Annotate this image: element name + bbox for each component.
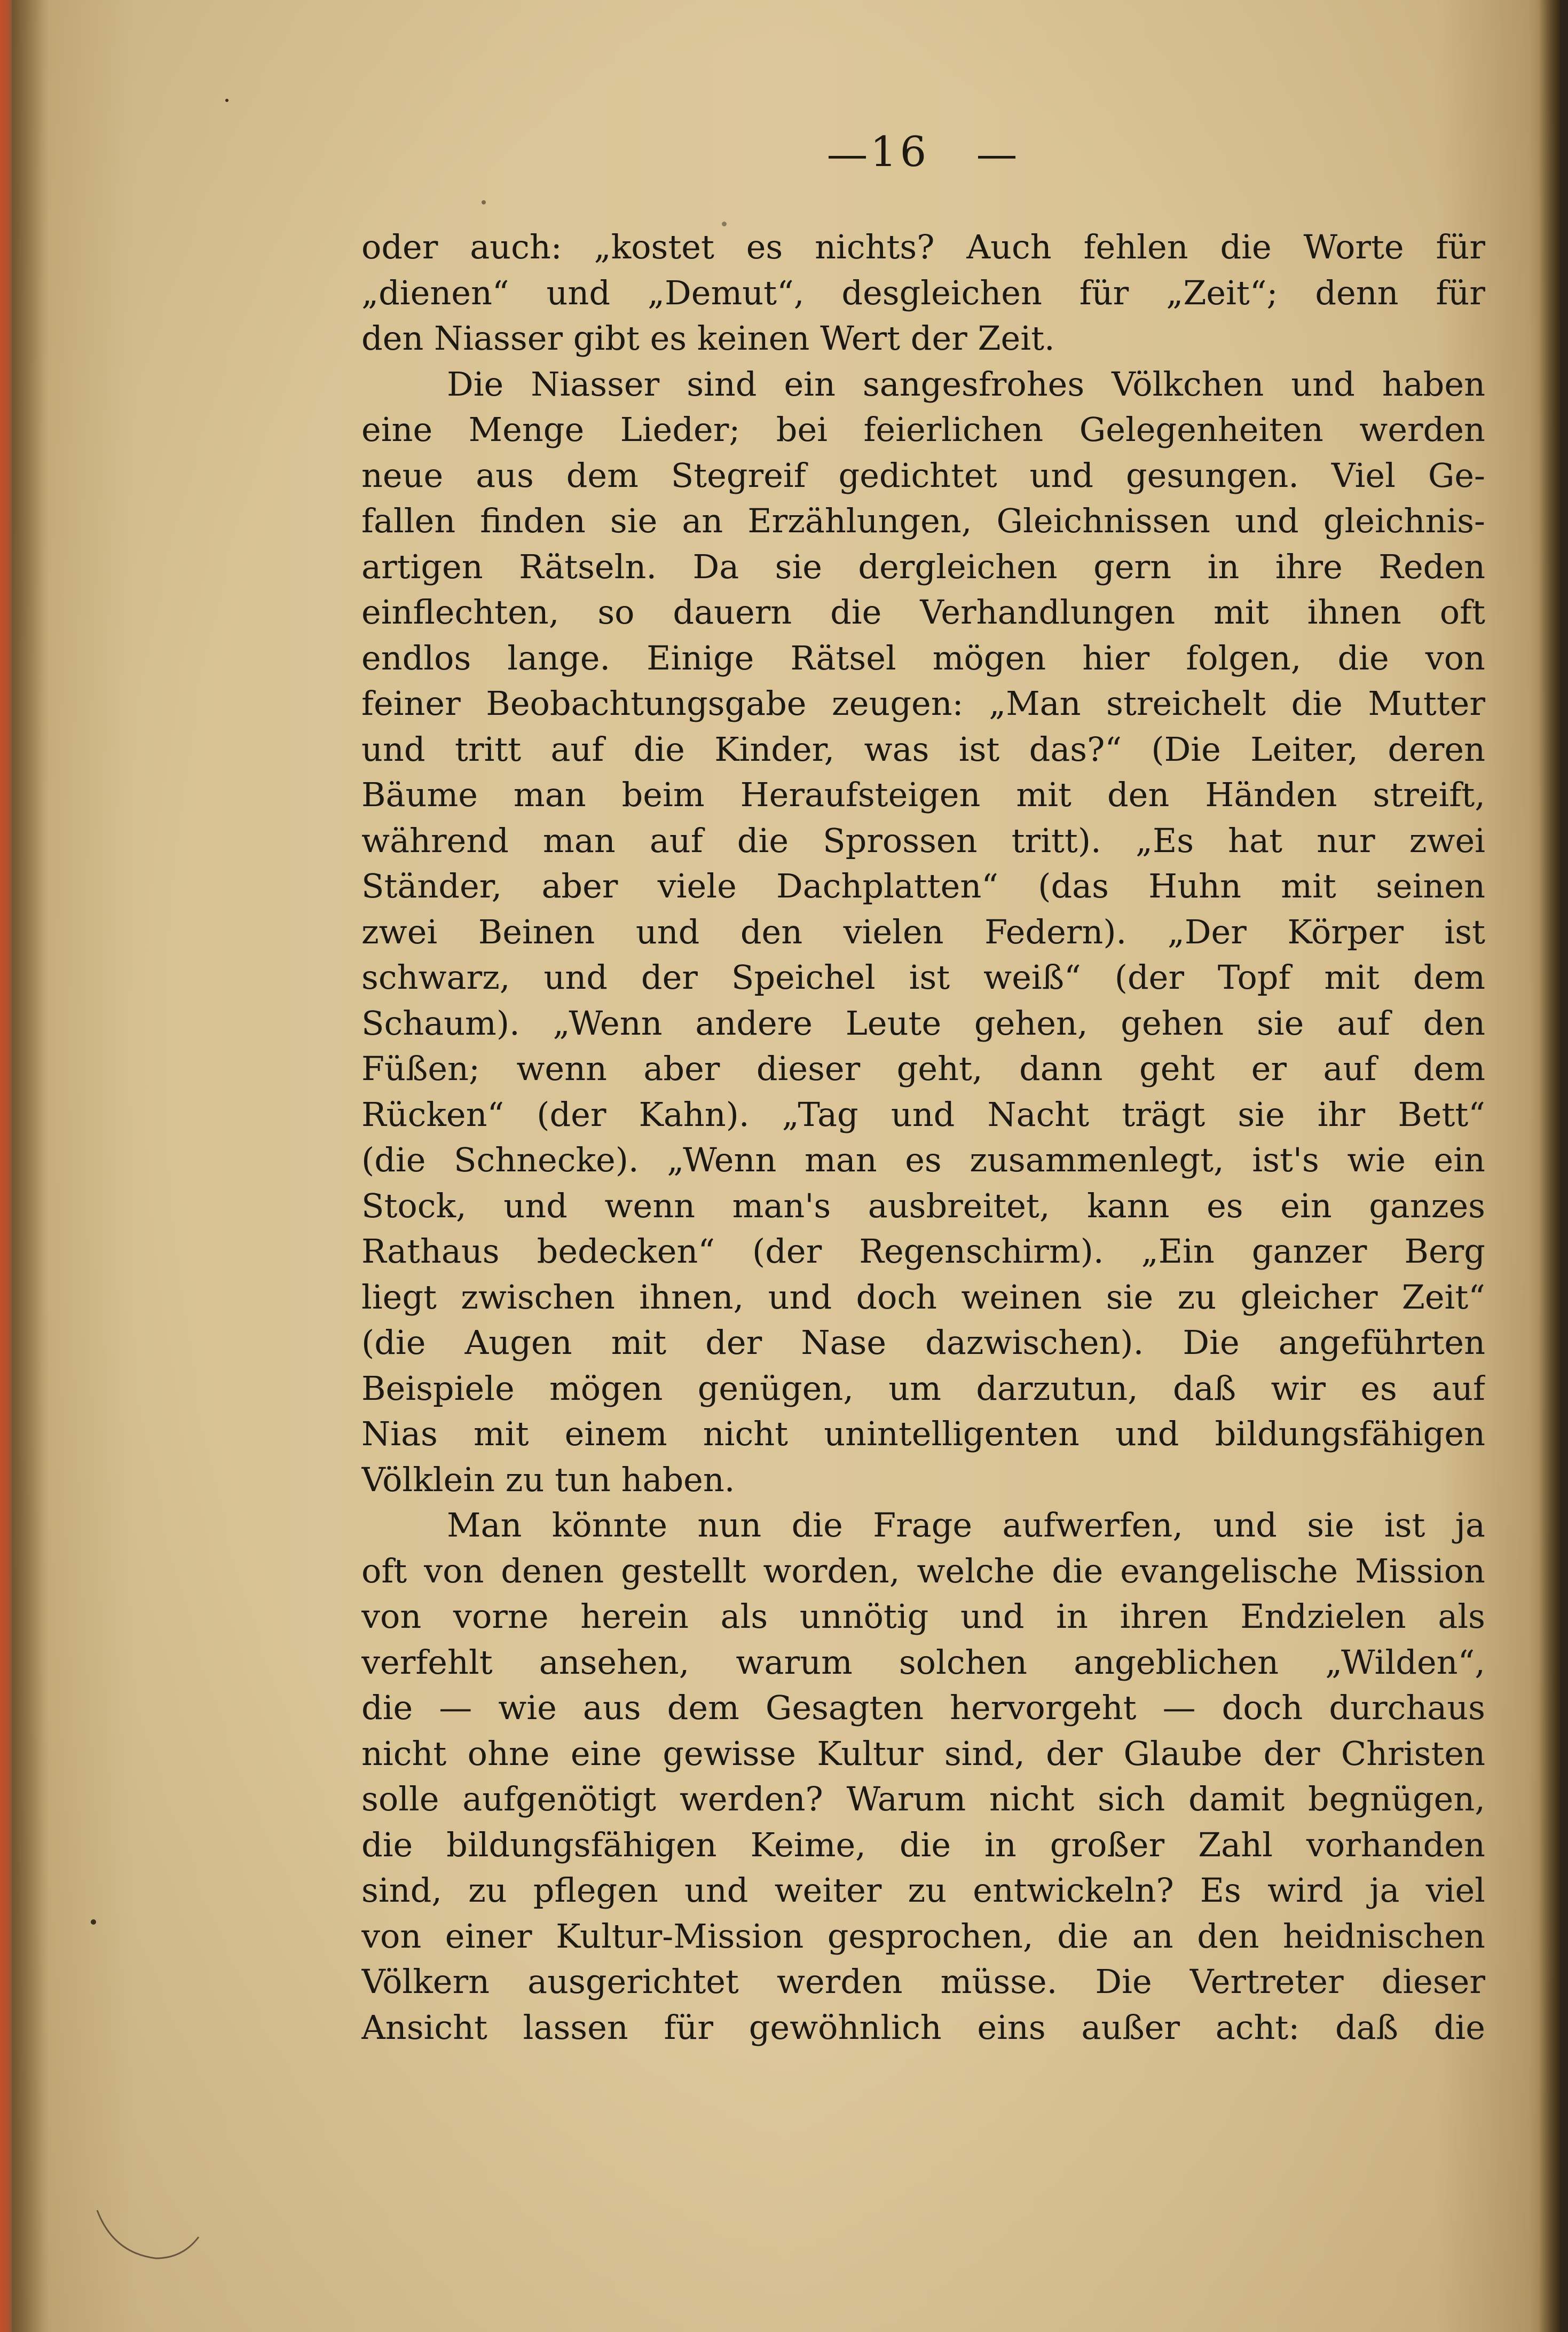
header-dash-right [978,156,1015,159]
text-line: oft von denen gestellt worden, welche die evangelische Mission [361,1551,1485,1590]
text-line: nicht ohne eine gewisse Kultur sind, der Glaube der Christen [361,1734,1485,1773]
paper-speck [225,99,228,102]
book-cover-edge [0,0,12,2332]
text-line: verfehlt ansehen, warum solchen angeblichen „Wilden“, [361,1642,1485,1682]
text-line: während man auf die Sprossen tritt). „Es hat nur zwei [361,821,1485,860]
page-paper [12,0,1560,2332]
text-line: Nias mit einem nicht unintelligenten und bildungsfähigen [361,1414,1485,1453]
text-line: die bildungsfähigen Keime, die in großer Zahl vorhanden [361,1825,1485,1864]
paper-speck [722,222,727,226]
text-line: (die Augen mit der Nase dazwischen). Die angeführten [361,1323,1485,1362]
page-number: 16 [870,128,930,176]
paper-speck [91,1919,96,1925]
text-line: Rathaus bedecken“ (der Regenschirm). „Ein ganzer Berg [361,1232,1485,1271]
text-line: Rücken“ (der Kahn). „Tag und Nacht trägt sie ihr Bett“ [361,1094,1485,1134]
text-line: Stock, und wenn man's ausbreitet, kann es ein ganzes [361,1186,1485,1225]
page-header [754,128,1074,187]
text-line: Ständer, aber viele Dachplatten“ (das Huhn mit seinen [361,866,1485,905]
text-line: „dienen“ und „Demut“, desgleichen für „Zeit“; denn für [361,273,1485,312]
text-line: Füßen; wenn aber dieser geht, dann geht er auf dem [361,1049,1485,1088]
text-line: artigen Rätseln. Da sie dergleichen gern in ihre Reden [361,547,1485,586]
text-line: Völklein zu tun haben. [361,1460,735,1499]
text-line: schwarz, und der Speichel ist weiß“ (der Topf mit dem [361,958,1485,997]
text-line: von einer Kultur-Mission gesprochen, die an den heidnischen [361,1916,1485,1956]
text-line: Bäume man beim Heraufsteigen mit den Händen streift, [361,775,1485,814]
text-line: neue aus dem Stegreif gedichtet und gesungen. Viel Ge- [361,455,1485,495]
text-line: den Niasser gibt es keinen Wert der Zeit. [361,319,1055,358]
text-line: eine Menge Lieder; bei feierlichen Gelegenheiten werden [361,410,1485,449]
text-line: Völkern ausgerichtet werden müsse. Die Vertreter dieser [361,1962,1485,2001]
text-line: die — wie aus dem Gesagten hervorgeht — doch durchaus [361,1688,1485,1727]
page-edge-shadow [1539,0,1560,2332]
text-line: Man könnte nun die Frage aufwerfen, und sie ist ja [447,1506,1485,1545]
body-text [361,224,1485,2050]
text-line: (die Schnecke). „Wenn man es zusammenlegt, ist's wie ein [361,1140,1485,1179]
header-dash-left [829,156,866,159]
text-line: sind, zu pflegen und weiter zu entwickeln? Es wird ja viel [361,1871,1485,1910]
text-line: solle aufgenötigt werden? Warum nicht sich damit begnügen, [361,1779,1485,1818]
text-line: Beispiele mögen genügen, um darzutun, daß wir es auf [361,1368,1485,1408]
text-line: oder auch: „kostet es nichts? Auch fehlen die Worte für [361,227,1485,266]
text-line: endlos lange. Einige Rätsel mögen hier folgen, die von [361,638,1485,677]
text-line: einflechten, so dauern die Verhandlungen mit ihnen oft [361,593,1485,632]
text-line: Die Niasser sind ein sangesfrohes Völkchen und haben [447,364,1485,404]
text-line: von vorne herein als unnötig und in ihren Endzielen als [361,1597,1485,1636]
page-corner-mark [92,2178,209,2264]
text-line: feiner Beobachtungsgabe zeugen: „Man streichelt die Mutter [361,684,1485,723]
text-line: Schaum). „Wenn andere Leute gehen, gehen sie auf den [361,1003,1485,1043]
text-line: und tritt auf die Kinder, was ist das?“ (Die Leiter, deren [361,729,1485,769]
page-gutter-shadow [12,0,49,2332]
text-line: zwei Beinen und den vielen Federn). „Der Körper ist [361,912,1485,951]
text-line: Ansicht lassen für gewöhnlich eins außer acht: daß die [361,2007,1485,2047]
text-line: liegt zwischen ihnen, und doch weinen sie zu gleicher Zeit“ [361,1277,1485,1317]
paper-speck [482,200,486,204]
text-line: fallen finden sie an Erzählungen, Gleichnissen und gleichnis- [361,501,1485,540]
